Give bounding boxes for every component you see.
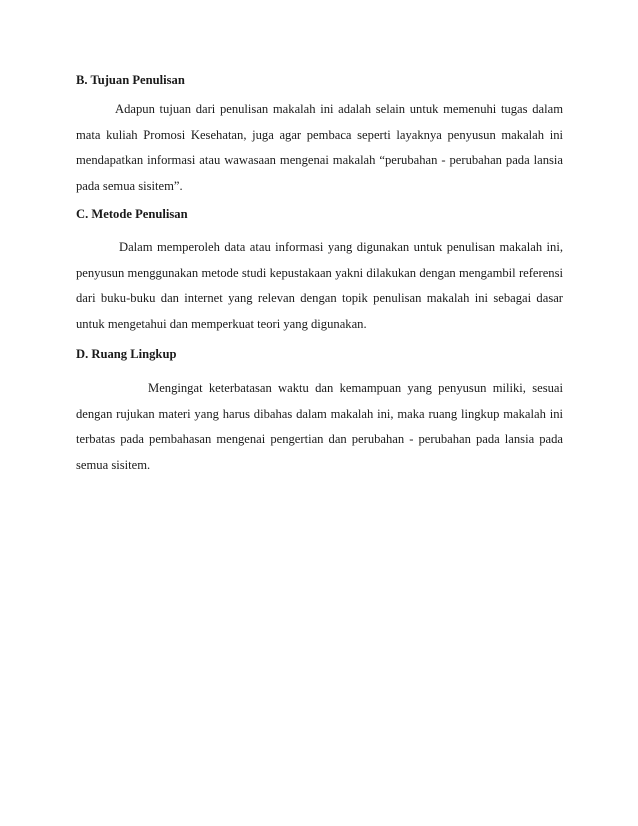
section-heading-tujuan-penulisan: B. Tujuan Penulisan [76, 73, 185, 87]
section-paragraph-metode-penulisan [76, 235, 563, 337]
section-paragraph-ruang-lingkup [76, 376, 563, 478]
paragraph-text: Dalam memperoleh data atau informasi yang digunakan untuk penulisan makalah ini, penyusun menggunakan metode studi kepustakaan yakni dilakukan dengan mengambil referensi dari buku-buku dan internet yang relevan dengan topik penulisan makalah ini sebagai dasar untuk mengetahui dan memperkuat teori yang digunakan. [76, 240, 563, 331]
paragraph-text: Mengingat keterbatasan waktu dan kemampuan yang penyusun miliki, sesuai dengan rujukan materi yang harus dibahas dalam makalah ini, maka ruang lingkup makalah ini terbatas pada pembahasan mengenai pengertian dan perubahan - perubahan pada lansia pada semua sisitem. [76, 381, 563, 472]
section-paragraph-tujuan-penulisan [76, 97, 563, 199]
document-page [76, 62, 563, 478]
paragraph-text: Adapun tujuan dari penulisan makalah ini adalah selain untuk memenuhi tugas dalam mata kuliah Promosi Kesehatan, juga agar pembaca seperti layaknya penyusun makalah ini mendapatkan informasi atau wawasaan mengenai makalah “perubahan - perubahan pada lansia pada semua sisitem”. [76, 102, 563, 193]
section-heading-ruang-lingkup: D. Ruang Lingkup [76, 347, 177, 361]
section-heading-metode-penulisan: C. Metode Penulisan [76, 207, 188, 221]
